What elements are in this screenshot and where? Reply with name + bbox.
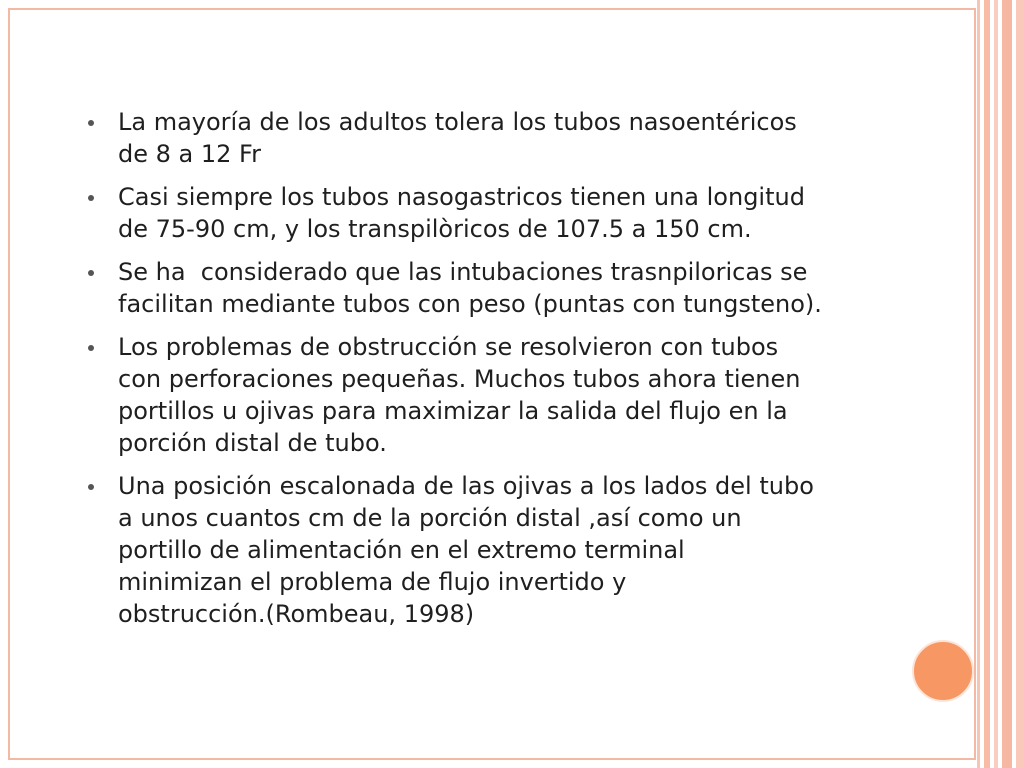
decorative-stripe (1016, 0, 1024, 768)
decorative-stripe (977, 0, 980, 768)
bullet-text-line: obstrucción.(Rombeau, 1998) (118, 600, 475, 628)
bullet-item (88, 106, 948, 170)
bullet-text-line: portillo de alimentación en el extremo terminal (118, 536, 685, 564)
bullet-text-line: Se ha considerado que las intubaciones trasnpiloricas se (118, 258, 808, 286)
bullet-item (88, 470, 948, 630)
bullet-text-line: con perforaciones pequeñas. Muchos tubos ahora tienen (118, 365, 801, 393)
bullet-item (88, 181, 948, 245)
bullet-item (88, 331, 948, 459)
bullet-list (88, 106, 948, 630)
bullet-text-line: La mayoría de los adultos tolera los tubos nasoentéricos (118, 108, 797, 136)
bullet-item (88, 256, 948, 320)
bullet-text-line: de 75-90 cm, y los transpilòricos de 107.5 a 150 cm. (118, 215, 752, 243)
decorative-stripe (1002, 0, 1012, 768)
bullet-dot-icon (88, 270, 94, 276)
decorative-stripe (994, 0, 998, 768)
bullet-text-line: Una posición escalonada de las ojivas a los lados del tubo (118, 472, 814, 500)
bullet-dot-icon (88, 345, 94, 351)
bullet-text-line: a unos cuantos cm de la porción distal ,así como un (118, 504, 742, 532)
bullet-text-line: de 8 a 12 Fr (118, 140, 261, 168)
bullet-dot-icon (88, 120, 94, 126)
bullet-text-line: facilitan mediante tubos con peso (puntas con tungsteno). (118, 290, 822, 318)
bullet-text-line: minimizan el problema de flujo invertido y (118, 568, 627, 596)
decorative-stripe (984, 0, 990, 768)
bullet-text-line: porción distal de tubo. (118, 429, 387, 457)
bullet-text-line: Casi siempre los tubos nasogastricos tienen una longitud (118, 183, 805, 211)
bullet-dot-icon (88, 195, 94, 201)
bullet-text-line: Los problemas de obstrucción se resolvieron con tubos (118, 333, 779, 361)
bullet-dot-icon (88, 484, 94, 490)
bullet-text-line: portillos u ojivas para maximizar la salida del flujo en la (118, 397, 788, 425)
slide-body (88, 106, 948, 641)
decorative-circle (912, 640, 974, 702)
